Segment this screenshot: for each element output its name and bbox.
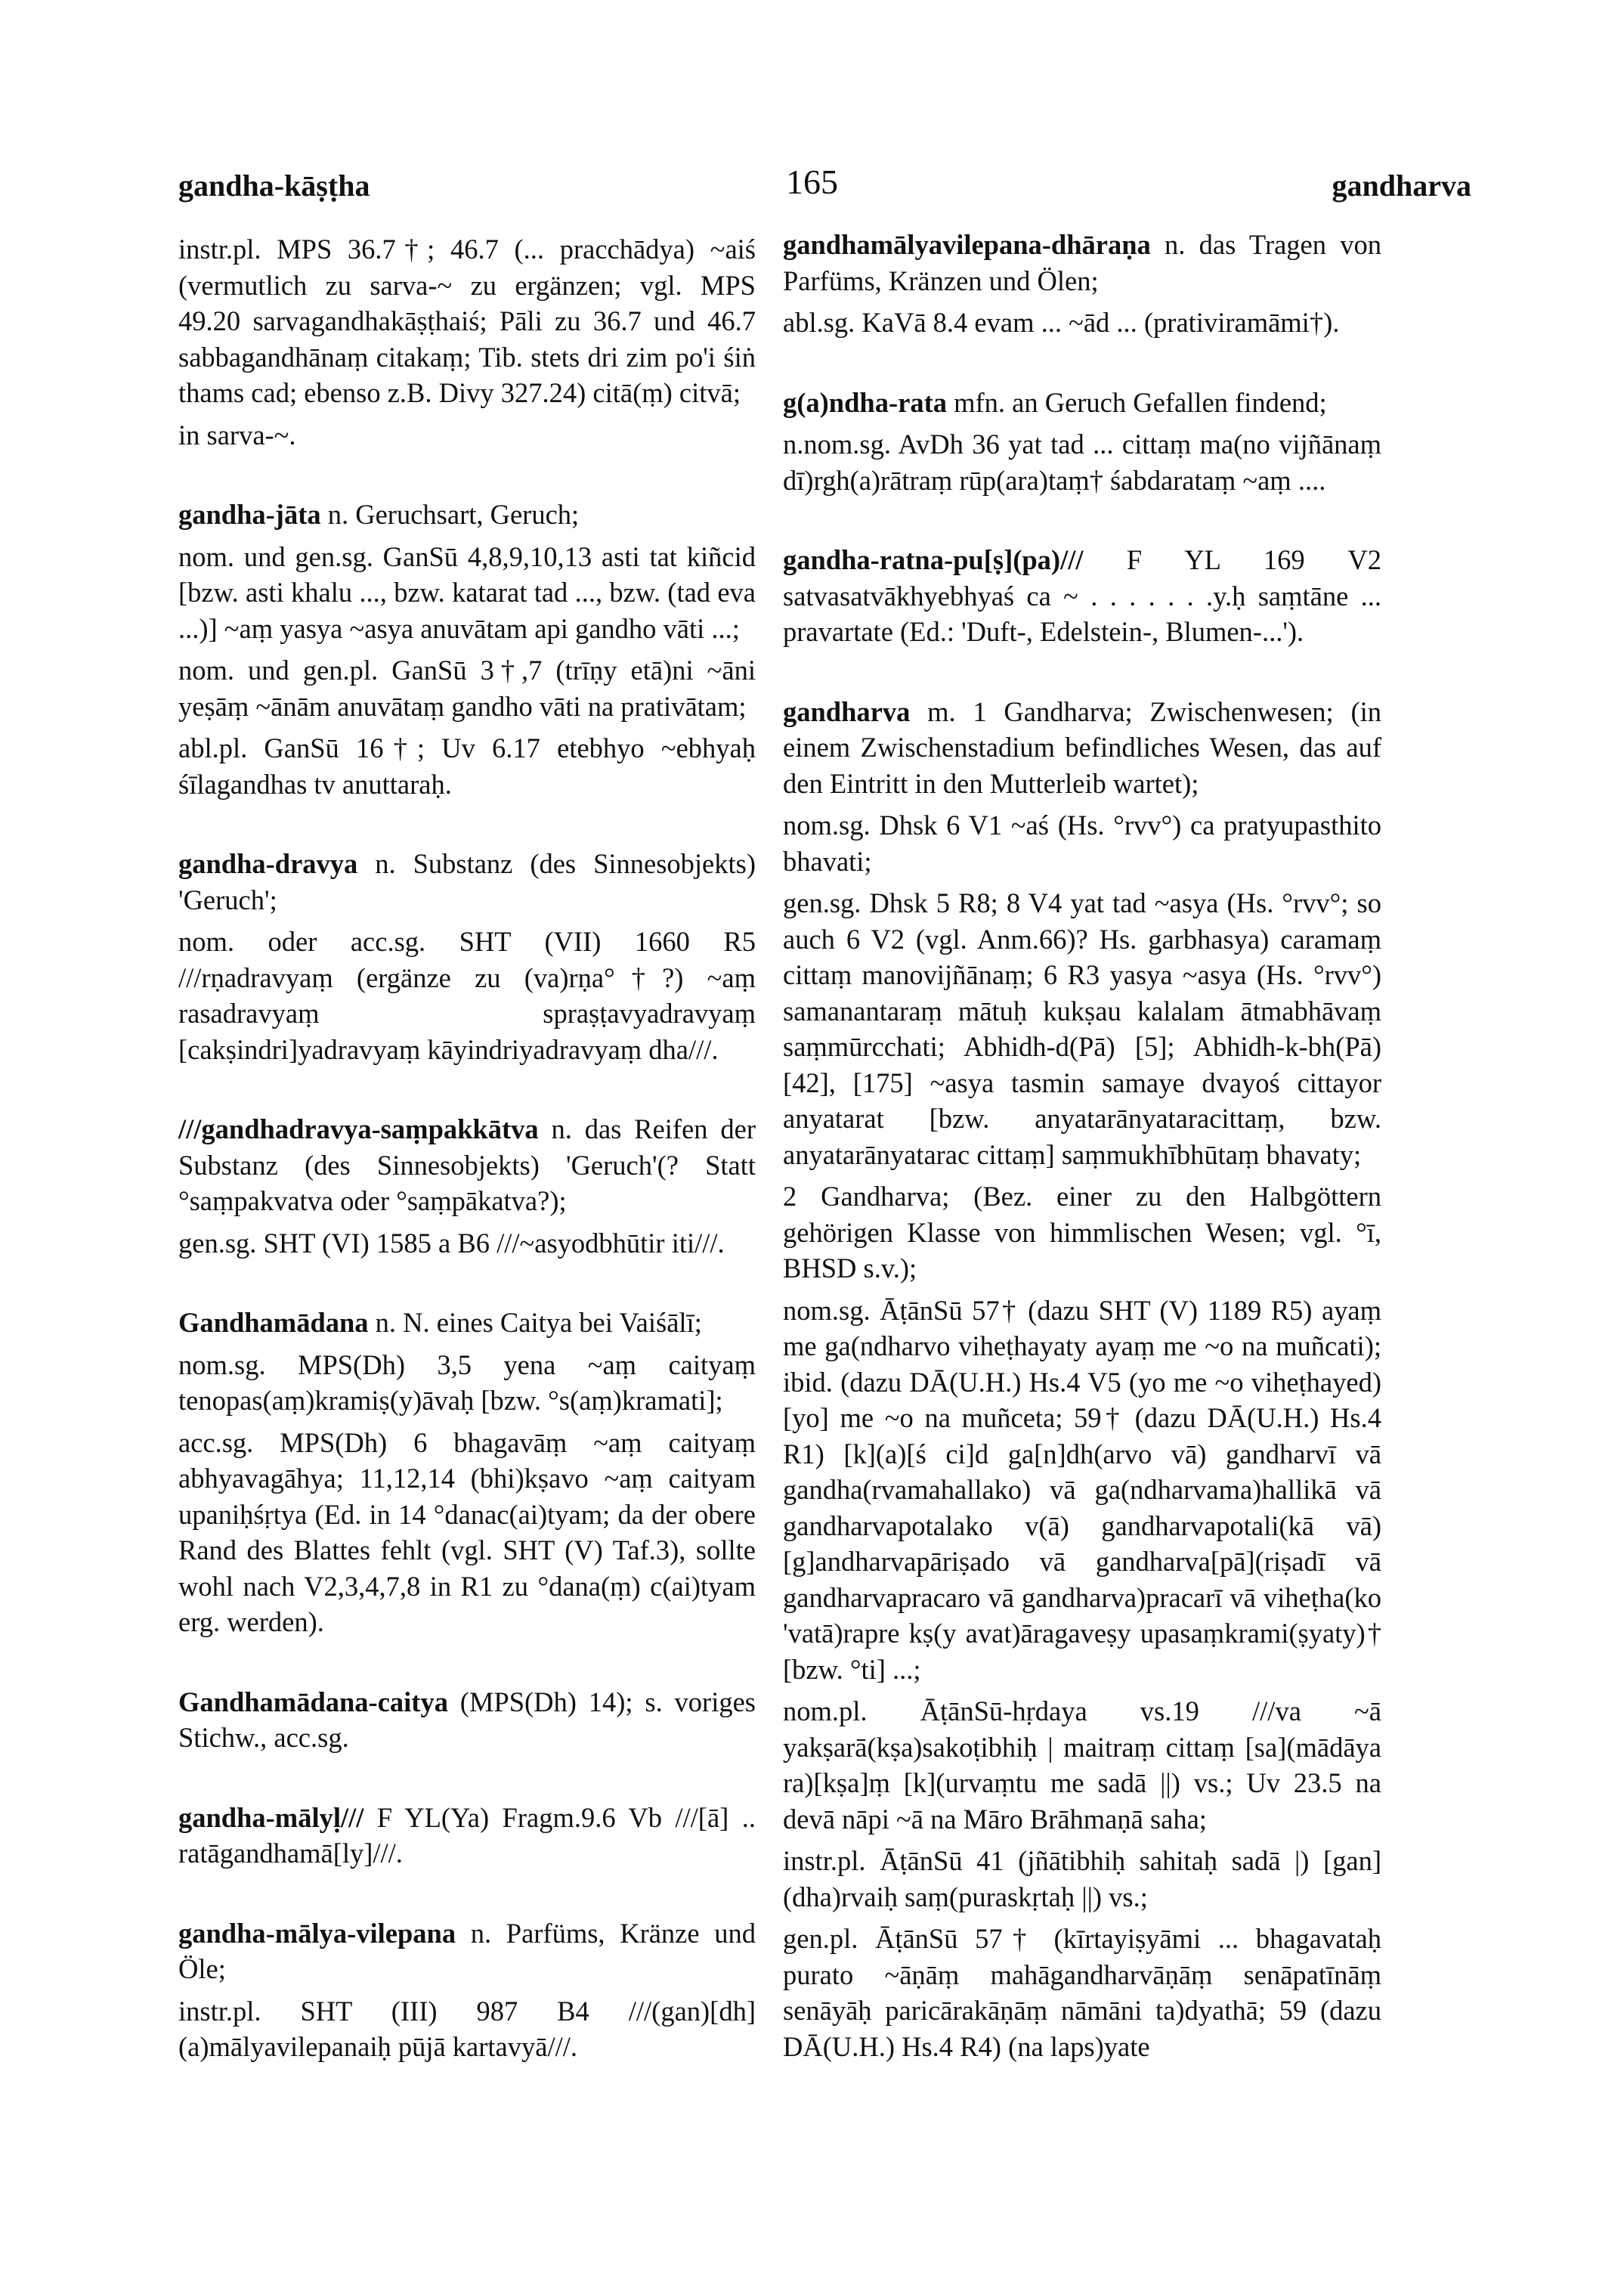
entry-citation: instr.pl. SHT (III) 987 B4 ///(gan)[dh](a)mālyavilepanaiḥ pūjā kartavyā///.	[178, 1995, 756, 2062]
entry-citation: gen.sg. Dhsk 5 R8; 8 V4 yat tad ~asya (Hs. °rvv°; so auch 6 V2 (vgl. Anm.66)? Hs. garbhasya) caramaṃ cittaṃ manovijñānaṃ; 6 R3 yasya ~asya (Hs. °rvv°) samanantaraṃ mātuḥ kukṣau kalalam ātmabhāvaṃ saṃmūrcchati; Abhidh-d(Pā) [5]; Abhidh-k-bh(Pā) [42], [175] ~asya tasmin samaye dvayoś cittayor anyatarat [bzw. anyatarānyataracittaṃ, bzw. anyatarānyatarac cittaṃ] saṃmukhībhūtaṃ bhavaty;	[783, 887, 1381, 1170]
right-column	[783, 227, 1381, 2072]
entry-citation: in sarva-~.	[178, 419, 296, 451]
dictionary-entry	[178, 1111, 756, 1261]
entry-headword: ///gandhadravya-saṃpakkātva	[178, 1113, 539, 1144]
dictionary-entry	[783, 694, 1381, 2065]
entry-citation: nom. oder acc.sg. SHT (VII) 1660 R5 ///rṇadravyaṃ (ergänze zu (va)rṇa°†?) ~aṃ rasadravyaṃ spraṣṭavyadravyaṃ [cakṣindri]yadravyaṃ kāyindriyadravyaṃ dha///.	[178, 926, 756, 1065]
entry-headword: gandha-jāta	[178, 499, 321, 530]
entry-headword: gandhamālyavilepana-dhāraṇa	[783, 229, 1151, 260]
entry-gloss: n. N. eines Caitya bei Vaiśālī;	[375, 1307, 702, 1338]
entry-headword: gandha-mālya-vilepana	[178, 1917, 456, 1949]
entry-citation: gen.pl. ĀṭānSū 57† (kīrtayiṣyāmi ... bhagavataḥ purato ~āṇāṃ mahāgandharvāṇāṃ senāpatīnāṃ senāyāḥ paricārakāṇāṃ nāmāni ta)dyathā; 59 (dazu DĀ(U.H.) Hs.4 R4) (na laps)yate	[783, 1923, 1381, 2062]
running-head-left: gandha-kāṣṭha	[178, 169, 370, 203]
entry-spacer	[178, 1268, 756, 1305]
entry-gloss: n. das Reifen der Substanz (des Sinnesobjekts) 'Geruch'(? Statt °saṃpakvatva oder °saṃpākatva?);	[178, 1113, 756, 1216]
entry-spacer	[178, 1648, 756, 1684]
entry-citation: nom.sg. ĀṭānSū 57† (dazu SHT (V) 1189 R5) ayaṃ me ga(ndharvo viheṭhayaty ayaṃ me ~o na muñcati); ibid. (dazu DĀ(U.H.) Hs.4 V5 (yo me ~o viheṭhayed) [yo] me ~o na muñceta; 59† (dazu DĀ(U.H.) Hs.4 R1) [k](a)[ś ci]d ga[n]dh(arvo vā) gandharvī vā gandha(rvamahallako) vā ga(ndharvama)hallikā vā gandharvapotalako v(ā) gandharvapotali(kā vā) [g]andharvapāriṣado vā gandharva[pā](riṣadī vā gandharvapracaro vā gandharva)pracarī vā viheṭha(ko 'vatā)rapre kṣ(y avat)āragaveṣy upasaṃkrami(ṣyaty)† [bzw. °ti] ...;	[783, 1294, 1381, 1685]
dictionary-entry	[178, 1915, 756, 2065]
entry-spacer	[783, 658, 1381, 694]
entry-citation: nom. und gen.sg. GanSū 4,8,9,10,13 asti tat kiñcid [bzw. asti khalu ..., bzw. katarat tad ..., bzw. (tad eva ...)] ~aṃ yasya ~asya anuvātam api gandho vāti ...;	[178, 540, 756, 644]
entry-spacer	[178, 460, 756, 497]
entry-citation: gen.sg. SHT (VI) 1585 a B6 ///~asyodbhūtir iti///.	[178, 1227, 725, 1259]
dictionary-entry	[783, 542, 1381, 650]
dictionary-entry	[178, 1684, 756, 1756]
entry-gloss: F YL(Ya) Fragm.9.6 Vb ///[ā] .. ratāgandhamā[ly]///.	[178, 1801, 756, 1869]
entry-gloss: n. Parfüms, Kränze und Öle;	[178, 1917, 756, 1984]
entry-citation: nom.sg. Dhsk 6 V1 ~aś (Hs. °rvv°) ca pratyupasthito bhavati;	[783, 810, 1381, 877]
entry-headword: Gandhamādana-caitya	[178, 1686, 448, 1717]
left-column	[178, 227, 756, 2073]
entry-citation: abl.sg. KaVā 8.4 evam ... ~ād ... (prativiramāmi†).	[783, 307, 1340, 338]
running-head-right: gandharva	[1332, 169, 1471, 203]
dictionary-entry	[783, 227, 1381, 341]
entry-citation: instr.pl. MPS 36.7†; 46.7 (... pracchādya) ~aiś (vermutlich zu sarva-~ zu ergänzen; vgl. MPS 49.20 sarvagandhakāṣṭhaiś; Pāli zu 36.7 und 46.7 sabbagandhānaṃ citakaṃ; Tib. stets dri zim po'i śiṅ thams cad; ebenso z.B. Divy 327.24) citā(ṃ) citvā;	[178, 234, 756, 408]
entry-spacer	[783, 506, 1381, 542]
dictionary-entry	[178, 1800, 756, 1872]
dictionary-entry	[178, 231, 756, 453]
entry-gloss: n. Geruchsart, Geruch;	[327, 499, 580, 530]
entry-spacer	[178, 1764, 756, 1800]
entry-gloss: mfn. an Geruch Gefallen findend;	[954, 386, 1327, 418]
entry-headword: gandha-mālyḷ///	[178, 1801, 364, 1833]
entry-citation: instr.pl. ĀṭānSū 41 (jñātibhiḥ sahitaḥ sadā |) [gan](dha)rvaiḥ saṃ(puraskṛtaḥ ||) vs.;	[783, 1845, 1381, 1912]
entry-headword: gandha-ratna-pu[ṣ](pa)///	[783, 544, 1084, 575]
entry-headword: gandha-dravya	[178, 848, 358, 879]
entry-gloss: n. das Tragen von Parfüms, Kränzen und Ölen;	[783, 229, 1381, 296]
entry-headword: Gandhamādana	[178, 1307, 369, 1338]
entry-citation: abl.pl. GanSū 16†; Uv 6.17 etebhyo ~ebhyaḥ śīlagandhas tv anuttaraḥ.	[178, 732, 756, 800]
dictionary-entry	[783, 385, 1381, 499]
entry-citation: 2 Gandharva; (Bez. einer zu den Halbgöttern gehörigen Klasse von himmlischen Wesen; vgl. °ī, BHSD s.v.);	[783, 1181, 1381, 1284]
entry-citation: acc.sg. MPS(Dh) 6 bhagavāṃ ~aṃ caityaṃ abhyavagāhya; 11,12,14 (bhi)kṣavo ~aṃ caityam upaniḥśṛtya (Ed. in 14 °danac(ai)tyam; da der obere Rand des Blattes fehlt (vgl. SHT (V) Taf.3), sollte wohl nach V2,3,4,7,8 in R1 zu °dana(ṃ) c(ai)tyam erg. werden).	[178, 1426, 756, 1637]
entry-citation: nom.pl. ĀṭānSū-hṛdaya vs.19 ///va ~ā yakṣarā(kṣa)sakoṭibhiḥ | maitraṃ cittaṃ [sa](mādāya ra)[kṣa]ṃ [k](urvaṃtu me sadā ||) vs.; Uv 23.5 na devā nāpi ~ā na Māro Brāhmaṇā saha;	[783, 1695, 1381, 1835]
entry-gloss: n. Substanz (des Sinnesobjekts) 'Geruch';	[178, 848, 756, 915]
entry-gloss: (MPS(Dh) 14); s. voriges Stichw., acc.sg.	[178, 1686, 756, 1753]
entry-gloss: m. 1 Gandharva; Zwischenwesen; (in einem Zwischenstadium befindliches Wesen, das auf den Eintritt in den Mutterleib wartet);	[783, 695, 1381, 799]
entry-headword: g(a)ndha-rata	[783, 386, 947, 418]
entry-spacer	[178, 1075, 756, 1111]
entry-spacer	[178, 810, 756, 846]
entry-gloss: F YL 169 V2 satvasatvākhyebhyaś ca ~ . . . . . . .y.ḥ saṃtāne ... pravartate (Ed.: 'Duft-, Edelstein-, Blumen-...').	[783, 544, 1381, 647]
entry-spacer	[783, 348, 1381, 385]
dictionary-entry	[178, 497, 756, 802]
entry-headword: gandharva	[783, 695, 911, 727]
entry-citation: n.nom.sg. AvDh 36 yat tad ... cittaṃ ma(no vijñānaṃ dī)rgh(a)rātraṃ rūp(ara)taṃ† śabdarataṃ ~aṃ ....	[783, 429, 1381, 496]
page-number: 165	[786, 163, 838, 201]
entry-citation: nom.sg. MPS(Dh) 3,5 yena ~aṃ caityaṃ tenopas(aṃ)kramiṣ(y)āvaḥ [bzw. °s(aṃ)kramati];	[178, 1349, 756, 1416]
entry-citation: nom. und gen.pl. GanSū 3†,7 (trīṇy etā)ni ~āni yeṣāṃ ~ānām anuvātaṃ gandho vāti na prativātam;	[178, 655, 756, 722]
entry-spacer	[178, 1879, 756, 1915]
dictionary-entry	[178, 846, 756, 1067]
dictionary-entry	[178, 1305, 756, 1640]
